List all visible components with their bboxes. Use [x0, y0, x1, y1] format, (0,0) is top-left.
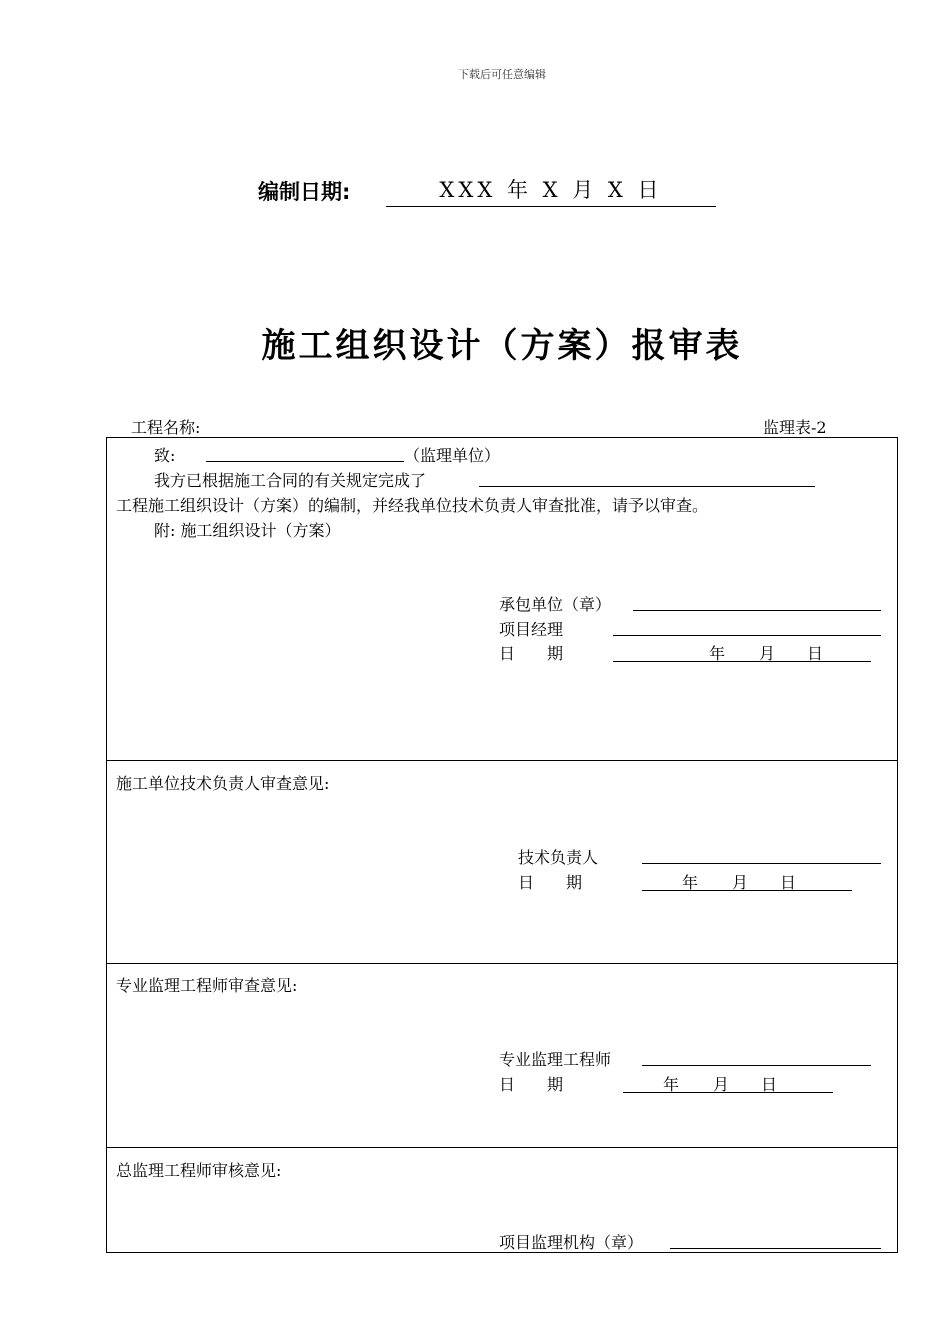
to-label: 致: [154, 446, 176, 465]
month-label: 月 [732, 873, 749, 892]
project-manager-label: 项目经理 [499, 620, 564, 639]
month-label: 月 [759, 644, 776, 663]
contractor-review-section [107, 761, 897, 964]
day-label: 日 [761, 1075, 778, 1094]
chief-review-section [107, 1148, 897, 1254]
supervision-unit-suffix: （监理单位） [404, 446, 501, 465]
contractor-label: 承包单位（章） [499, 595, 612, 614]
intro-line-2: 工程施工组织设计（方案）的编制，并经我单位技术负责人审查批准，请予以审查。 [116, 496, 709, 515]
chief-review-heading: 总监理工程师审核意见: [116, 1161, 282, 1180]
date-label: 日 期 [499, 644, 564, 663]
year-label: 年 [709, 644, 726, 663]
date-label: 日 期 [518, 873, 583, 892]
supervision-org-label: 项目监理机构（章） [499, 1233, 644, 1252]
tech-lead-label: 技术负责人 [518, 848, 599, 867]
year-label: 年 [663, 1075, 680, 1094]
compile-date-value: XXX 年 X 月 X 日 [386, 174, 716, 207]
form-code: 监理表-2 [763, 418, 827, 437]
project-manager-field[interactable] [613, 635, 881, 636]
supervision-org-field[interactable] [670, 1248, 881, 1249]
attachment-line: 附: 施工组织设计（方案） [154, 521, 341, 540]
header-note: 下载后可任意编辑 [458, 68, 546, 81]
tech-lead-field[interactable] [642, 863, 881, 864]
supervisor-review-heading: 专业监理工程师审查意见: [116, 976, 298, 995]
supervision-unit-field[interactable] [206, 461, 404, 462]
date-label: 日 期 [499, 1075, 564, 1094]
compile-date-label: 编制日期: [258, 180, 351, 204]
document-title: 施工组织设计（方案）报审表 [261, 326, 743, 366]
year-label: 年 [682, 873, 699, 892]
month-label: 月 [713, 1075, 730, 1094]
project-field[interactable] [479, 486, 815, 487]
supervisor-label: 专业监理工程师 [499, 1050, 612, 1069]
application-section [107, 438, 897, 761]
date-field[interactable] [613, 641, 871, 662]
day-label: 日 [807, 644, 824, 663]
review-form-table [106, 437, 898, 1253]
date-field[interactable] [623, 1072, 833, 1093]
day-label: 日 [780, 873, 797, 892]
contractor-review-heading: 施工单位技术负责人审查意见: [116, 774, 330, 793]
supervisor-review-section [107, 964, 897, 1148]
date-field[interactable] [642, 870, 852, 891]
supervisor-field[interactable] [642, 1065, 871, 1066]
project-name-label: 工程名称: [131, 418, 201, 437]
intro-line: 我方已根据施工合同的有关规定完成了 [154, 471, 427, 490]
contractor-field[interactable] [633, 610, 881, 611]
